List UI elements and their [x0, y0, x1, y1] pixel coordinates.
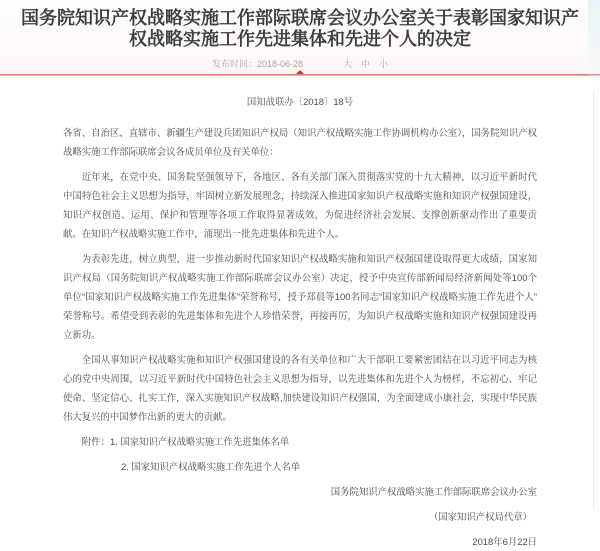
attachments-label: 附件：: [81, 436, 110, 447]
publish-time: [212, 57, 303, 70]
attachment-line-1: [63, 432, 537, 451]
paragraph-2: 为表彰先进，树立典型，进一步推动新时代国家知识产权战略实施和知识产权强国建设取得更大成绩，国家知识产权局（国务院知识产权战略实施工作部际联席会议办公室）决定，授予中央宣传部新闻局经济新闻处等100个单位“国家知识产权战略实施工作先进集体”荣誉称号，授予郑晨等100名同志“国家知识产权战略实施工作先进个人”荣誉称号。希望受到表彰的先进集体和先进个人珍惜荣誉，再接再厉，为知识产权战略实施和知识产权强国建设再立新功。: [63, 253, 537, 340]
document-body: [0, 92, 600, 551]
attachment-item-1: 1. 国家知识产权战略实施工作先进集体名单: [109, 436, 290, 447]
signature-block: [63, 482, 537, 551]
paragraph-1: 近年来，在党中央、国务院坚强领导下，各地区、各有关部门深入贯彻落实党的十九大精神，以习近平新时代中国特色社会主义思想为指导，牢固树立新发展理念，持续深入推进国家知识产权战略实施和知识产权强国建设，知识产权创造、运用、保护和管理等各项工作取得显著成效，为促进经济社会发展、支撑创新驱动作出了重要贡献。在知识产权战略实施工作中，涌现出一批先进集体和先进个人。: [63, 171, 537, 239]
publish-label: 发布时间：: [211, 58, 257, 69]
page-title: 国务院知识产权战略实施工作部际联席会议办公室关于表彰国家知识产权战略实施工作先进集体和先进个人的决定: [21, 8, 579, 49]
meta-row: [0, 57, 600, 69]
header-divider: [0, 74, 600, 76]
font-size-medium-button[interactable]: 中: [361, 58, 371, 69]
signature-seal-note: （国家知识产权局代章）: [428, 511, 532, 522]
publish-date: 2018-06-28: [256, 58, 303, 69]
signature-date: 2018年6月22日: [472, 536, 537, 547]
salutation: 各省、自治区、直辖市、新疆生产建设兵团知识产权局（知识产权战略实施工作协调机构办公室），国务院知识产权战略实施工作部际联席会议各成员单位及有关单位：: [63, 127, 537, 157]
attachment-item-2: 2. 国家知识产权战略实施工作先进个人名单: [121, 461, 301, 472]
font-size-large-button[interactable]: 大: [343, 58, 353, 69]
article-header: [0, 0, 600, 76]
font-size-small-button[interactable]: 小: [379, 58, 389, 69]
attachments-block: [63, 432, 537, 476]
doc-number: 国知战联办〔2018〕18号: [246, 96, 354, 107]
signature-org: 国务院知识产权战略实施工作部际联席会议办公室: [330, 486, 537, 497]
divider-arrow-icon: [296, 70, 304, 74]
font-size-controls: [343, 57, 388, 70]
paragraph-3: 全国从事知识产权战略实施和知识产权强国建设的各有关单位和广大干部职工要紧密团结在以习近平同志为核心的党中央周围，以习近平新时代中国特色社会主义思想为指导，以先进集体和先进个人为榜样，不忘初心、牢记使命、坚定信心、扎实工作，深入实施知识产权战略,加快建设知识产权强国，为全面建成小康社会，实现中华民族伟大复兴的中国梦作出新的更大的贡献。: [63, 354, 537, 422]
